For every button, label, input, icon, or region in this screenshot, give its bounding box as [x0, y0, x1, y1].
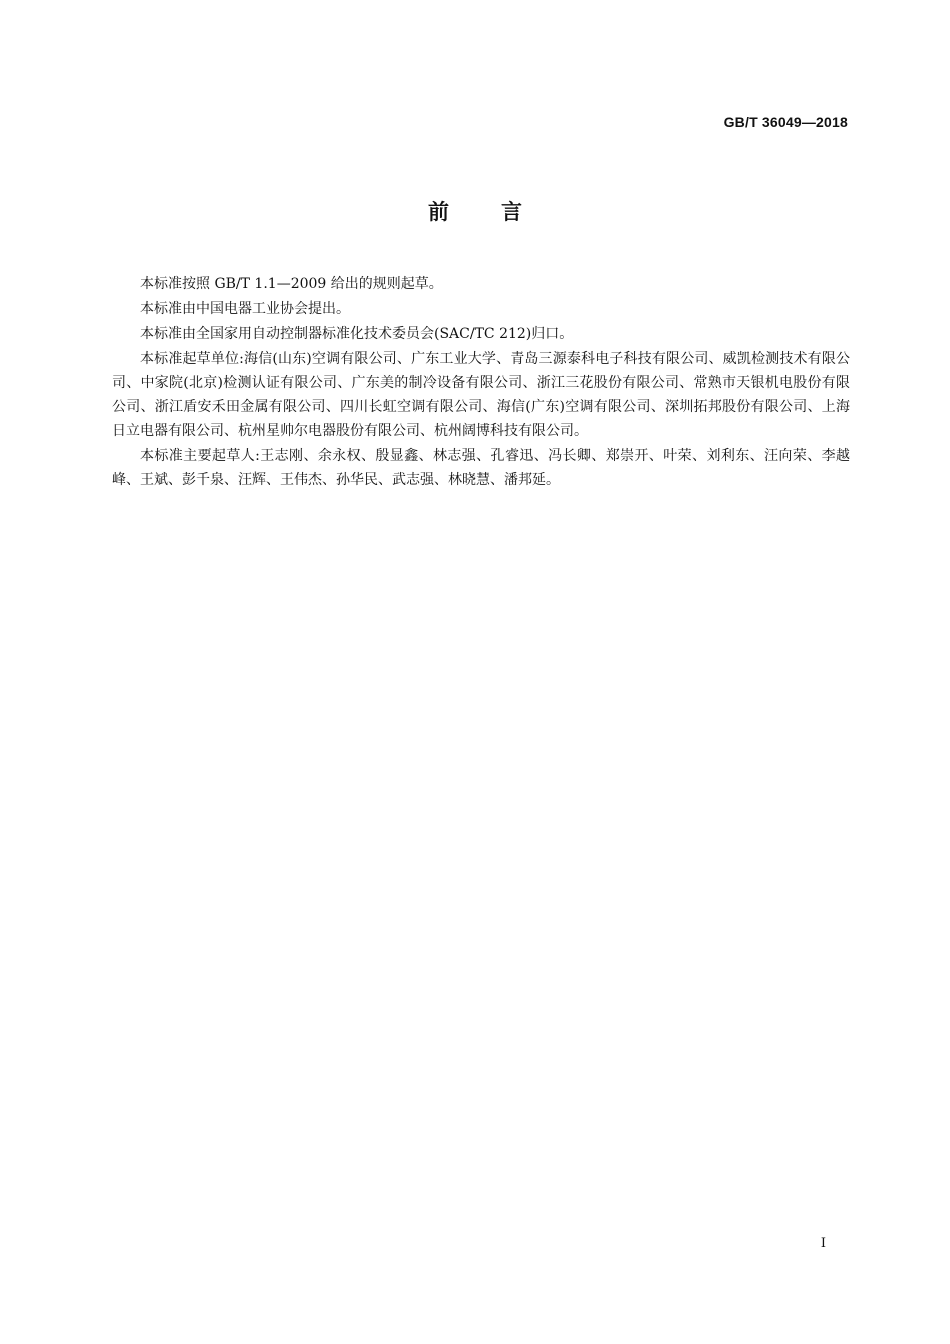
paragraph-administration: 本标准由全国家用自动控制器标准化技术委员会(SAC/TC 212)归口。 [140, 326, 574, 342]
paragraph-drafting-units: 本标准起草单位:海信(山东)空调有限公司、广东工业大学、青岛三源泰科电子科技有限公司、威凯检测技术有限公司、中家院(北京)检测认证有限公司、广东美的制冷设备有限公司、浙江三花股份有限公司、常熟市天银机电股份有限公司、浙江盾安禾田金属有限公司、四川长虹空调有限公司、海信(广东)空调有限公司、深圳拓邦股份有限公司、上海日立电器有限公司、杭州星帅尔电器股份有限公司、杭州阔博科技有限公司。 [112, 351, 850, 439]
standard-number: GB/T 36049—2018 [723, 114, 848, 130]
page-number: I [820, 1236, 826, 1251]
foreword-body [112, 272, 850, 493]
title-char-1: 前 [428, 200, 449, 224]
paragraph-drafters: 本标准主要起草人:王志刚、余永权、殷显鑫、林志强、孔睿迅、冯长卿、郑崇开、叶荣、刘利东、汪向荣、李越峰、王斌、彭千泉、汪辉、王伟杰、孙华民、武志强、林晓慧、潘邦延。 [112, 448, 850, 488]
title-char-2: 言 [501, 200, 522, 224]
paragraph-drafting-rules: 本标准按照 GB/T 1.1—2009 给出的规则起草。 [140, 276, 443, 292]
page-title [0, 196, 950, 226]
paragraph-proposer: 本标准由中国电器工业协会提出。 [140, 301, 350, 317]
